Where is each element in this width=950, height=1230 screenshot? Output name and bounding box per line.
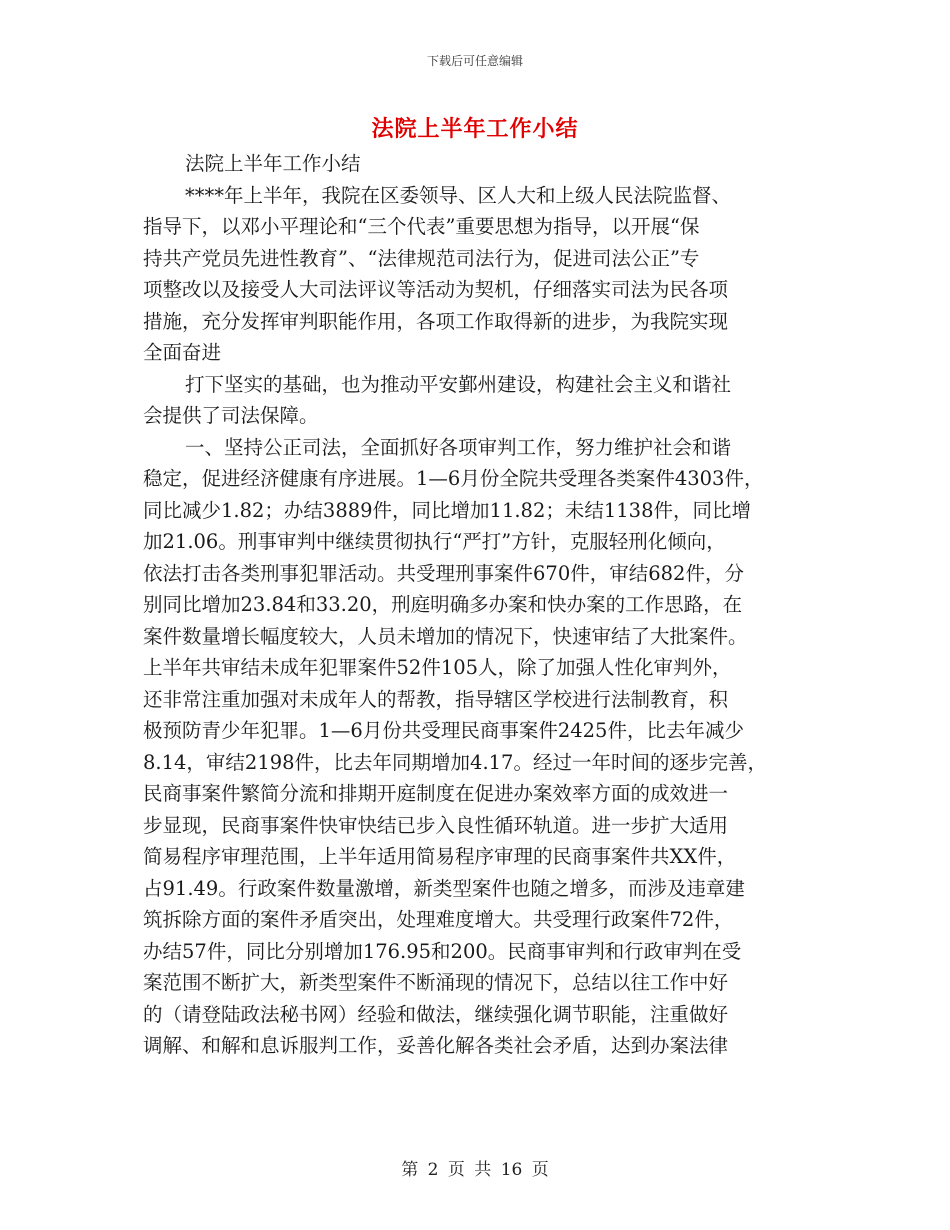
body-line: 加21.06。刑事审判中继续贯彻执行“严打”方针，克服轻刑化倾向， xyxy=(143,530,726,553)
body-line: 占91.49。行政案件数量激增，新类型案件也随之增多，而涉及违章建 xyxy=(143,876,745,900)
body-line: 同比减少1.82；办结3889件，同比增加11.82；未结1138件，同比增 xyxy=(143,498,751,522)
body-line: 还非常注重加强对未成年人的帮教，指导辖区学校进行法制教育，积 xyxy=(143,687,729,711)
body-line: 8.14，审结2198件，比去年同期增加4.17。经过一年时间的逐步完善， xyxy=(143,750,767,774)
body-line: ****年上半年，我院在区委领导、区人大和上级人民法院监督、 xyxy=(185,183,732,207)
body-line: 指导下，以邓小平理论和“三个代表”重要思想为指导，以开展“保 xyxy=(143,215,700,238)
body-line: 法院上半年工作小结 xyxy=(185,152,361,175)
body-line: 调解、和解和息诉服判工作，妥善化解各类社会矛盾，达到办案法律 xyxy=(143,1034,729,1057)
page-header-note: 下载后可任意编辑 xyxy=(426,54,523,68)
body-line: 上半年共审结未成年犯罪案件52件105人，除了加强人性化审判外， xyxy=(143,656,732,679)
body-line: 案范围不断扩大，新类型案件不断涌现的情况下，总结以往工作中好 xyxy=(143,971,729,994)
body-line: 会提供了司法保障。 xyxy=(143,404,319,427)
body-line: 打下坚实的基础，也为推动平安鄞州建设，构建社会主义和谐社 xyxy=(185,372,732,396)
body-line: 一、坚持公正司法，全面抓好各项审判工作，努力维护社会和谐 xyxy=(185,435,732,459)
document-title: 法院上半年工作小结 xyxy=(371,116,579,142)
body-line: 案件数量增长幅度较大，人员未增加的情况下，快速审结了大批案件。 xyxy=(143,624,748,648)
body-line: 的（请登陆政法秘书网）经验和做法，继续强化调节职能，注重做好 xyxy=(143,1002,729,1026)
body-line: 别同比增加23.84和33.20，刑庭明确多办案和快办案的工作思路，在 xyxy=(143,593,743,616)
body-line: 民商事案件繁简分流和排期开庭制度在促进办案效率方面的成效进一 xyxy=(143,782,729,805)
body-line: 步显现，民商事案件快审快结已步入良性循环轨道。进一步扩大适用 xyxy=(143,813,729,837)
body-line: 稳定，促进经济健康有序进展。1—6月份全院共受理各类案件4303件， xyxy=(143,467,764,490)
body-line: 项整改以及接受人大司法评议等活动为契机，仔细落实司法为民各项 xyxy=(143,278,729,301)
body-line: 依法打击各类刑事犯罪活动。共受理刑事案件670件，审结682件，分 xyxy=(143,561,744,585)
body-line: 措施，充分发挥审判职能作用，各项工作取得新的进步，为我院实现 xyxy=(143,309,729,333)
body-line: 简易程序审理范围，上半年适用简易程序审理的民商事案件共XX件， xyxy=(143,845,737,868)
body-line: 极预防青少年犯罪。1—6月份共受理民商事案件2425件，比去年减少 xyxy=(143,719,744,742)
document-body xyxy=(143,148,811,1062)
body-line: 筑拆除方面的案件矛盾突出，处理难度增大。共受理行政案件72件， xyxy=(143,908,734,931)
page-footer: 第 2 页 共 16 页 xyxy=(401,1160,549,1180)
body-line: 全面奋进 xyxy=(143,341,222,364)
body-line: 持共产党员先进性教育”、“法律规范司法行为，促进司法公正”专 xyxy=(143,246,700,270)
body-line: 办结57件，同比分别增加176.95和200。民商事审判和行政审判在受 xyxy=(143,939,742,963)
